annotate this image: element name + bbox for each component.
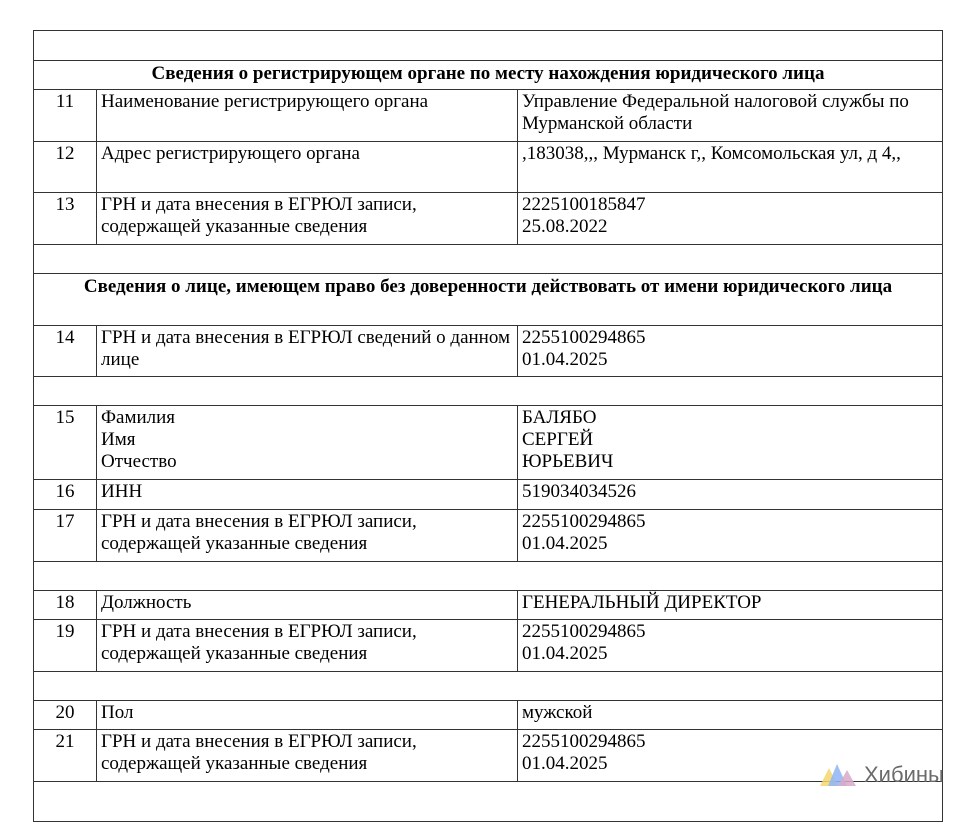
row-value	[518, 620, 943, 672]
grn: 2255100294865	[522, 731, 646, 752]
row-value: 519034034526	[518, 480, 943, 510]
row-value	[518, 193, 943, 245]
table-row	[34, 142, 943, 193]
empty-row	[34, 377, 943, 406]
row-value	[518, 406, 943, 480]
grn: 2255100294865	[522, 327, 646, 348]
row-value: ГЕНЕРАЛЬНЫЙ ДИРЕКТОР	[518, 591, 943, 620]
section-heading-row	[34, 61, 943, 90]
date: 01.04.2025	[522, 753, 608, 774]
watermark-logo	[820, 762, 944, 788]
table-row	[34, 510, 943, 562]
table-row	[34, 620, 943, 672]
date: 01.04.2025	[522, 643, 608, 664]
row-number: 12	[34, 142, 97, 193]
watermark-text: Хибины	[864, 762, 944, 787]
row-value: Управление Федеральной налоговой службы по Мурманской области	[518, 90, 943, 142]
row-value	[518, 326, 943, 377]
row-label: ГРН и дата внесения в ЕГРЮЛ сведений о данном лице	[97, 326, 518, 377]
name: СЕРГЕЙ	[522, 429, 594, 450]
name-label: Имя	[101, 429, 136, 450]
row-label: Должность	[97, 591, 518, 620]
row-value: мужской	[518, 701, 943, 730]
row-label: Наименование регистрирующего органа	[97, 90, 518, 142]
surname: БАЛЯБО	[522, 407, 597, 428]
surname-label: Фамилия	[101, 407, 176, 428]
row-label: ГРН и дата внесения в ЕГРЮЛ записи, содержащей указанные сведения	[97, 730, 518, 782]
row-value	[518, 510, 943, 562]
table-row	[34, 90, 943, 142]
row-number: 13	[34, 193, 97, 245]
empty-row	[34, 31, 943, 61]
row-number: 20	[34, 701, 97, 730]
row-label: ИНН	[97, 480, 518, 510]
row-number: 19	[34, 620, 97, 672]
section-heading: Сведения о лице, имеющем право без доверенности действовать от имени юридического лица	[34, 274, 943, 326]
row-label: ГРН и дата внесения в ЕГРЮЛ записи, содержащей указанные сведения	[97, 510, 518, 562]
mountains-icon	[820, 762, 858, 788]
date: 01.04.2025	[522, 349, 608, 370]
row-label: ГРН и дата внесения в ЕГРЮЛ записи, содержащей указанные сведения	[97, 193, 518, 245]
row-number: 16	[34, 480, 97, 510]
row-number: 11	[34, 90, 97, 142]
table-row	[34, 193, 943, 245]
row-label: Адрес регистрирующего органа	[97, 142, 518, 193]
empty-row	[34, 782, 943, 822]
empty-row	[34, 562, 943, 591]
empty-row	[34, 245, 943, 274]
row-label: ГРН и дата внесения в ЕГРЮЛ записи, содержащей указанные сведения	[97, 620, 518, 672]
empty-row	[34, 672, 943, 701]
table-row	[34, 701, 943, 730]
row-label	[97, 406, 518, 480]
table-row	[34, 730, 943, 782]
grn: 2255100294865	[522, 621, 646, 642]
table-row	[34, 480, 943, 510]
section-heading: Сведения о регистрирующем органе по месту нахождения юридического лица	[34, 61, 943, 90]
table-row	[34, 591, 943, 620]
row-number: 21	[34, 730, 97, 782]
row-number: 15	[34, 406, 97, 480]
row-number: 17	[34, 510, 97, 562]
egrul-table	[33, 30, 943, 822]
table-row	[34, 406, 943, 480]
patronymic-label: Отчество	[101, 451, 177, 472]
grn: 2255100294865	[522, 511, 646, 532]
date: 01.04.2025	[522, 533, 608, 554]
patronymic: ЮРЬЕВИЧ	[522, 451, 614, 472]
row-label: Пол	[97, 701, 518, 730]
table-row	[34, 326, 943, 377]
row-number: 14	[34, 326, 97, 377]
row-number: 18	[34, 591, 97, 620]
grn: 2225100185847	[522, 194, 646, 215]
date: 25.08.2022	[522, 216, 608, 237]
row-value: ,183038,,, Мурманск г,, Комсомольская ул, д 4,,	[518, 142, 943, 193]
section-heading-row	[34, 274, 943, 326]
